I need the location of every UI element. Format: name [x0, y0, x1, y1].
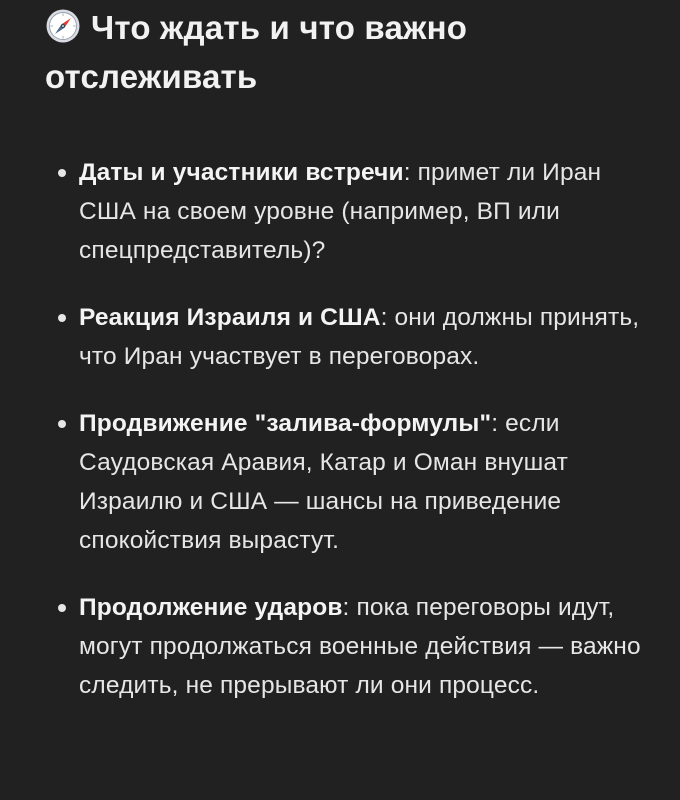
- item-text: : пока переговоры идут, могут продолжаться военные действия — важно следить, не прерывают ли они процесс.: [79, 594, 641, 699]
- item-term: Даты и участники встречи: [79, 159, 404, 186]
- section-heading: [45, 0, 656, 101]
- section-title: Что ждать и что важно отслеживать: [45, 9, 468, 95]
- tracking-list: [45, 153, 656, 705]
- list-item-reaction: [45, 298, 656, 376]
- list-item-strikes: [45, 588, 656, 705]
- bullet-dot: [58, 604, 66, 612]
- bullet-dot: [58, 169, 66, 177]
- list-item-meeting: [45, 153, 656, 270]
- bullet-dot: [58, 420, 66, 428]
- item-term: Реакция Израиля и США: [79, 304, 381, 331]
- item-text: : примет ли Иран США на своем уровне (например, ВП или спецпредставитель)?: [79, 159, 602, 264]
- list-item-gulf-formula: [45, 404, 656, 560]
- bullet-dot: [58, 314, 66, 322]
- item-term: Продолжение ударов: [79, 594, 343, 621]
- item-term: Продвижение "залива‑формулы": [79, 410, 492, 437]
- item-text: : они должны принять, что Иран участвует в переговорах.: [79, 304, 640, 370]
- compass-icon: [45, 8, 81, 44]
- item-text: : если Саудовская Аравия, Катар и Оман внушат Израилю и США — шансы на приведение спокойствия вырастут.: [79, 410, 568, 554]
